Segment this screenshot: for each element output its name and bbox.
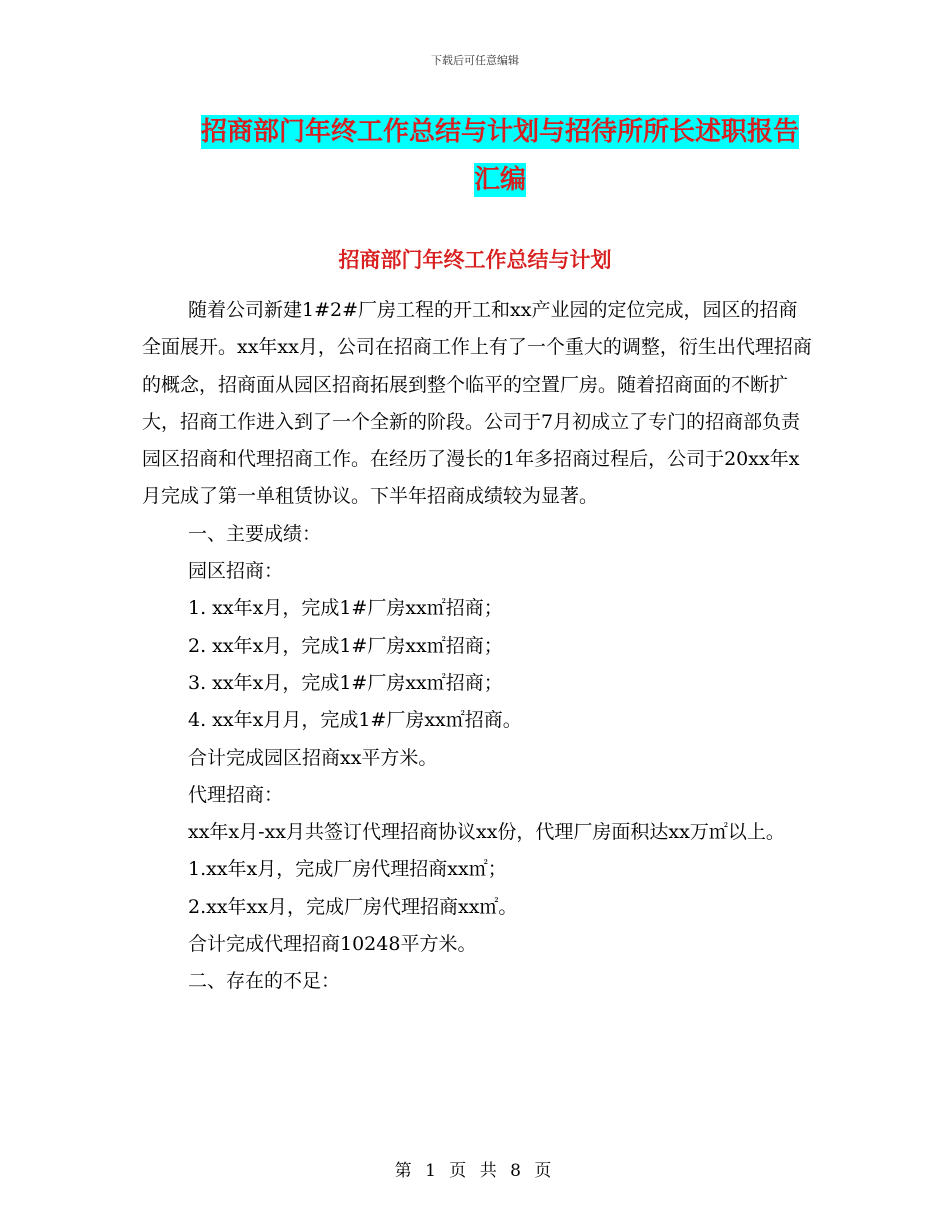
heading-achievements: 一、主要成绩： <box>188 522 322 545</box>
title-line-1: 招商部门年终工作总结与计划与招待所所长述职报告 <box>200 117 799 147</box>
paragraph-agency: xx年x月-xx月共签订代理招商协议xx份，代理厂房面积达xx万㎡以上。 <box>188 821 785 844</box>
agency-total: 合计完成代理招商10248平方米。 <box>188 933 477 956</box>
heading-shortcomings: 二、存在的不足： <box>188 970 341 993</box>
list-item: 4. xx年x月月，完成1#厂房xx㎡招商。 <box>188 709 522 732</box>
document-title <box>180 108 820 204</box>
subheading-park-investment: 园区招商： <box>188 560 284 583</box>
header-note: 下载后可任意编辑 <box>431 54 519 67</box>
document-body <box>142 292 812 1001</box>
paragraph-intro: 随着公司新建1#2#厂房工程的开工和xx产业园的定位完成，园区的招商全面展开。xx年xx月，公司在招商工作上有了一个重大的调整，衍生出代理招商的概念，招商面从园区招商拓展到整个临平的空置厂房。随着招商面的不断扩大，招商工作进入到了一个全新的阶段。公司于7月初成立了专门的招商部负责园区招商和代理招商工作。在经历了漫长的1年多招商过程后，公司于20xx年x月完成了第一单租赁协议。下半年招商成绩较为显著。 <box>142 299 812 508</box>
list-item: 1.xx年x月，完成厂房代理招商xx㎡； <box>188 858 507 881</box>
list-item: 2. xx年x月，完成1#厂房xx㎡招商； <box>188 634 503 657</box>
title-line-2: 汇编 <box>473 165 526 195</box>
list-item: 3. xx年x月，完成1#厂房xx㎡招商； <box>188 671 503 694</box>
park-total: 合计完成园区招商xx平方米。 <box>188 746 438 769</box>
list-item: 2.xx年xx月，完成厂房代理招商xx㎡。 <box>188 895 518 918</box>
subheading-agency-investment: 代理招商： <box>188 783 284 806</box>
list-item: 1. xx年x月，完成1#厂房xx㎡招商； <box>188 597 503 620</box>
page-footer: 第 1 页 共 8 页 <box>394 1161 556 1181</box>
section-title: 招商部门年终工作总结与计划 <box>338 248 612 272</box>
